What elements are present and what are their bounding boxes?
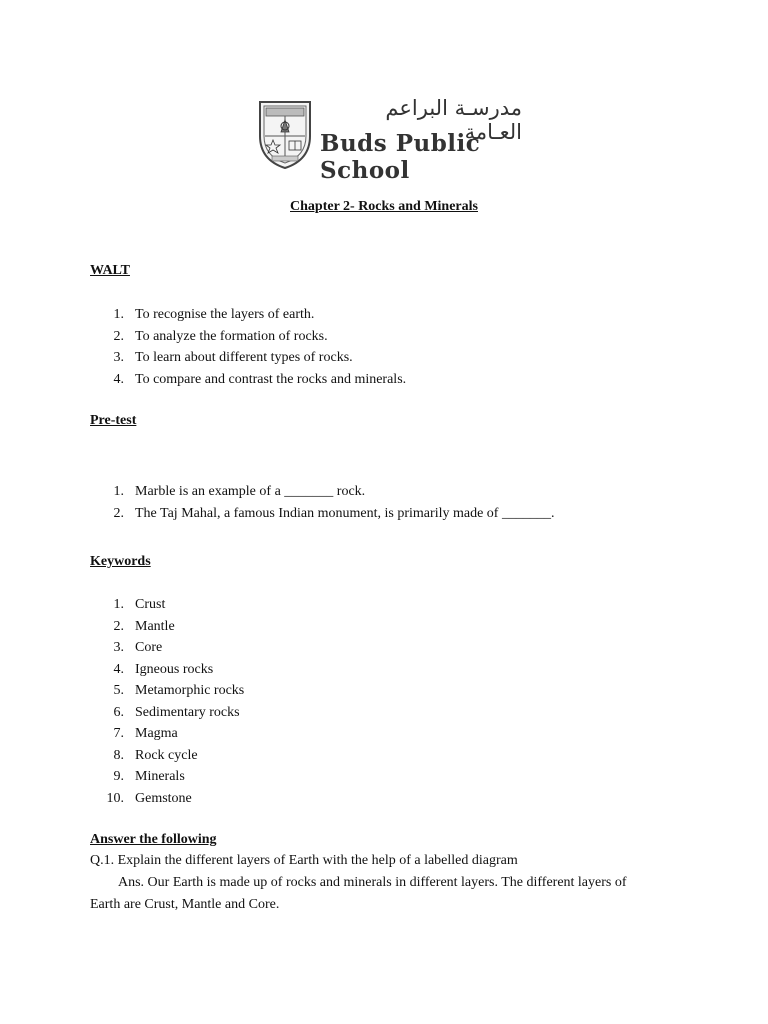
answer-text-line-1: Ans. Our Earth is made up of rocks and minerals in different layers. The different layers of	[118, 875, 627, 890]
question-text: Q.1. Explain the different layers of Earth with the help of a labelled diagram	[90, 853, 518, 868]
school-crest-icon	[256, 96, 314, 170]
walt-heading: WALT	[90, 263, 130, 278]
pretest-heading: Pre-test	[90, 413, 137, 428]
school-name-english: Buds Public School	[320, 130, 481, 184]
document-page: مدرسـة البراعم العـامة Buds Public School Chapter 2- Rocks and Minerals WALT 1. To recognise the layers of earth. 2. To analyze the formation of rocks. 3. To learn about different types of rocks. 4. To compare and contrast the rocks and minerals. Pre-test 1. Marble is an example of a _______ rock. 2. The Taj Mahal, a famous Indian monument, is primarily made of _______. Keywords 1. Crust 2. Mantle 3. Core 4. Igneous rocks 5. Metamorphic rocks 6. Sedimentary rocks 7. Magma 8. Rock cycle 9. Minerals 10. Gemstone Answer the following Q.1. Explain the different layers of Earth with the help of a labelled diagram Ans. Our Earth is made up of rocks and minerals in different layers. The different layers of Earth are Crust, Mantle and Core.	[0, 0, 768, 1024]
school-logo	[256, 96, 526, 184]
chapter-title: Chapter 2- Rocks and Minerals	[290, 199, 478, 214]
answers-heading: Answer the following	[90, 832, 217, 847]
keywords-heading: Keywords	[90, 554, 151, 569]
answer-text-line-2: Earth are Crust, Mantle and Core.	[90, 897, 280, 912]
school-name-arabic: مدرسـة البراعم العـامة	[385, 96, 522, 144]
